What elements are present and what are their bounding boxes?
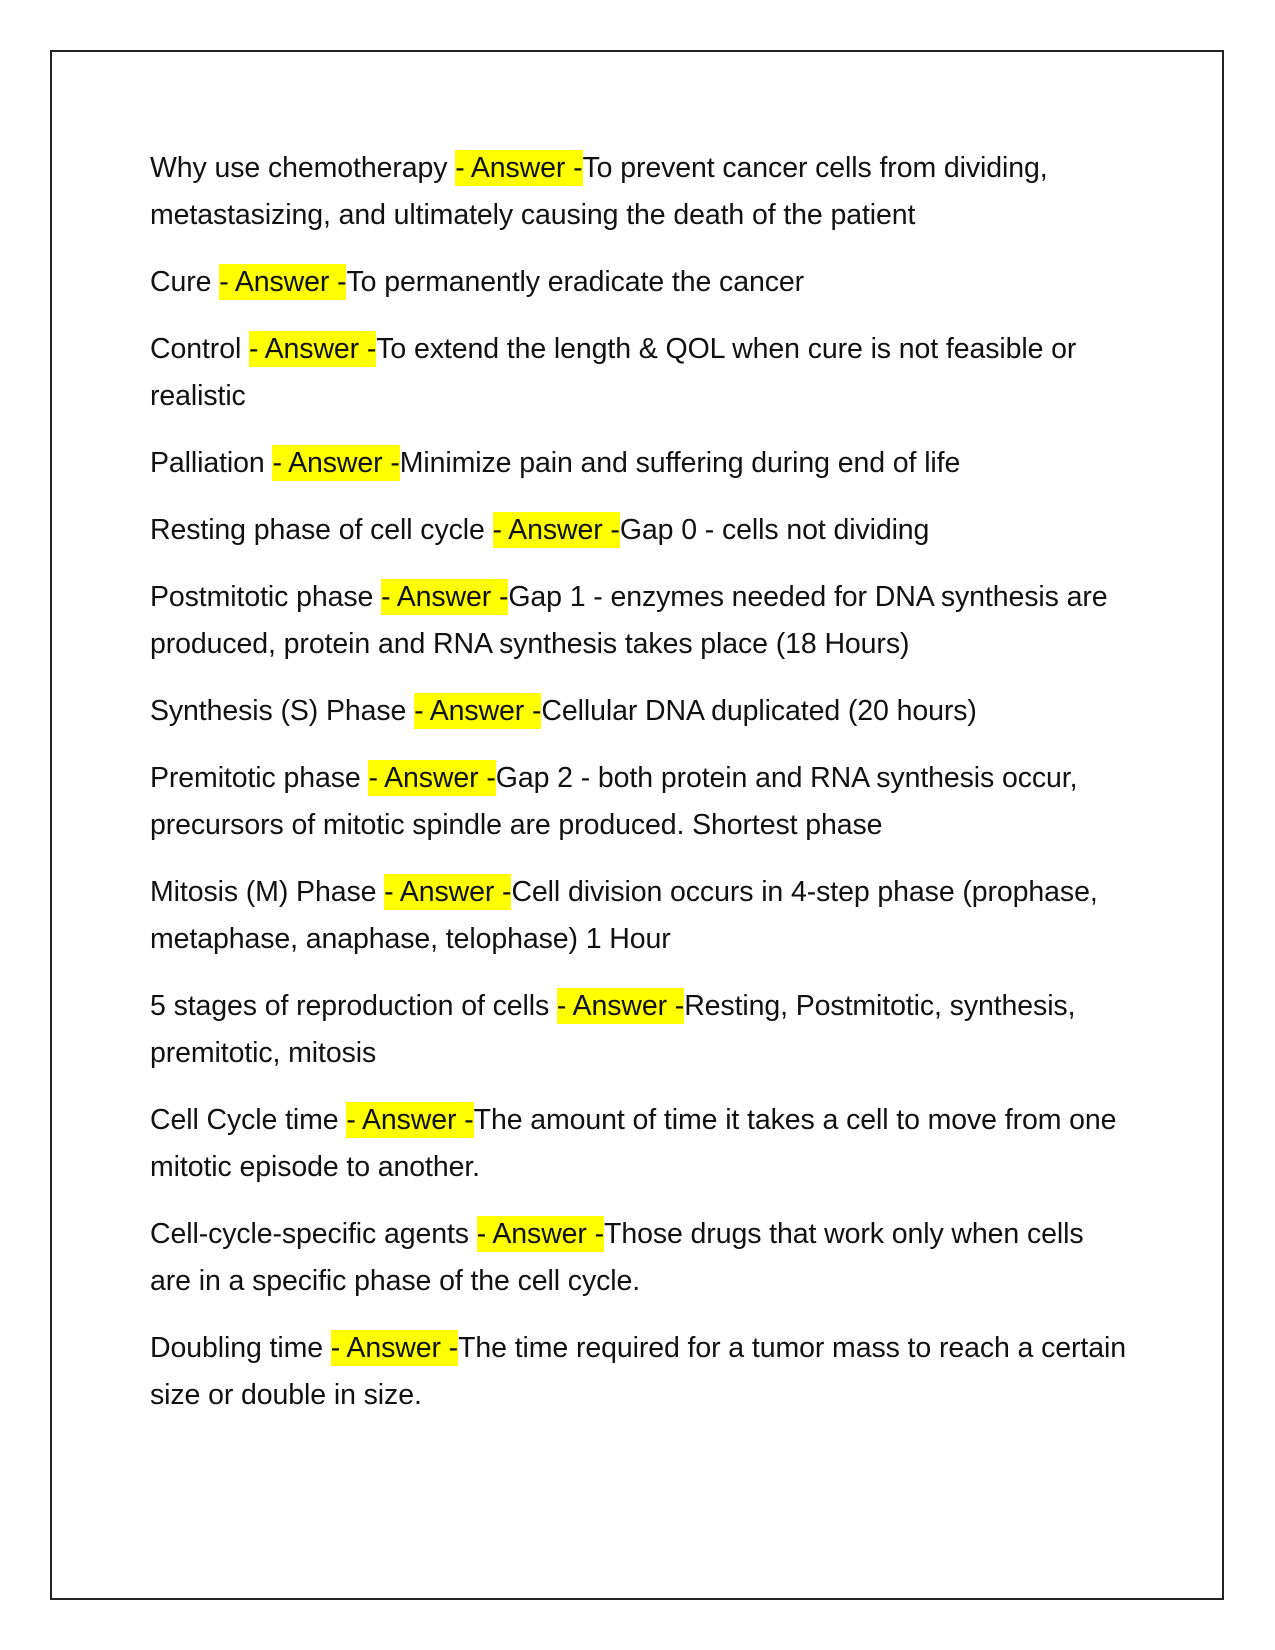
qa-item [150, 440, 1130, 487]
qa-item [150, 755, 1130, 849]
question-term: Control [150, 333, 249, 365]
question-term: Synthesis (S) Phase [150, 695, 415, 727]
qa-list [150, 145, 1130, 1439]
qa-item [150, 869, 1130, 963]
answer-text: To prevent cancer cells from dividing, metastasizing, and ultimately causing the death of the patient [150, 152, 1048, 231]
answer-marker: - Answer - [381, 581, 509, 613]
qa-item [150, 1211, 1130, 1305]
qa-item [150, 259, 1130, 306]
answer-marker: - Answer - [249, 333, 377, 365]
answer-text: The time required for a tumor mass to reach a certain size or double in size. [150, 1332, 1126, 1411]
question-term: Premitotic phase [150, 762, 369, 794]
qa-item [150, 574, 1130, 668]
answer-marker: - Answer - [272, 447, 400, 479]
answer-text: Cellular DNA duplicated (20 hours) [541, 695, 977, 727]
qa-item [150, 1097, 1130, 1191]
answer-text: To permanently eradicate the cancer [346, 266, 804, 298]
question-term: Mitosis (M) Phase [150, 876, 385, 908]
answer-marker: - Answer - [492, 514, 620, 546]
answer-text: The amount of time it takes a cell to move from one mitotic episode to another. [150, 1104, 1117, 1183]
question-term: Palliation [150, 447, 273, 479]
qa-item [150, 326, 1130, 420]
qa-item [150, 507, 1130, 554]
qa-item [150, 983, 1130, 1077]
question-term: Why use chemotherapy [150, 152, 456, 184]
answer-text: To extend the length & QOL when cure is not feasible or realistic [150, 333, 1077, 412]
qa-item [150, 1325, 1130, 1419]
answer-marker: - Answer - [455, 152, 583, 184]
question-term: Doubling time [150, 1332, 331, 1364]
question-term: Cell Cycle time [150, 1104, 347, 1136]
answer-marker: - Answer - [330, 1332, 459, 1364]
answer-text: Minimize pain and suffering during end of life [399, 447, 961, 479]
answer-text: Gap 2 - both protein and RNA synthesis occur, precursors of mitotic spindle are produced. Shortest phase [150, 762, 1078, 841]
qa-item [150, 688, 1130, 735]
answer-marker: - Answer - [384, 876, 512, 908]
answer-marker: - Answer - [556, 990, 685, 1022]
answer-text: Those drugs that work only when cells are in a specific phase of the cell cycle. [150, 1218, 1084, 1297]
answer-text: Gap 1 - enzymes needed for DNA synthesis are produced, protein and RNA synthesis takes place (18 Hours) [150, 581, 1108, 660]
answer-text: Gap 0 - cells not dividing [619, 514, 930, 546]
answer-text: Resting, Postmitotic, synthesis, premitotic, mitosis [150, 990, 1076, 1069]
answer-marker: - Answer - [219, 266, 347, 298]
qa-item [150, 145, 1130, 239]
question-term: Cell-cycle-specific agents [150, 1218, 477, 1250]
answer-marker: - Answer - [346, 1104, 474, 1136]
answer-text: Cell division occurs in 4-step phase (prophase, metaphase, anaphase, telophase) 1 Hour [150, 876, 1098, 955]
question-term: Cure [150, 266, 220, 298]
answer-marker: - Answer - [368, 762, 496, 794]
question-term: Postmitotic phase [150, 581, 382, 613]
answer-marker: - Answer - [414, 695, 542, 727]
question-term: 5 stages of reproduction of cells [150, 990, 557, 1022]
question-term: Resting phase of cell cycle [150, 514, 493, 546]
answer-marker: - Answer - [476, 1218, 605, 1250]
